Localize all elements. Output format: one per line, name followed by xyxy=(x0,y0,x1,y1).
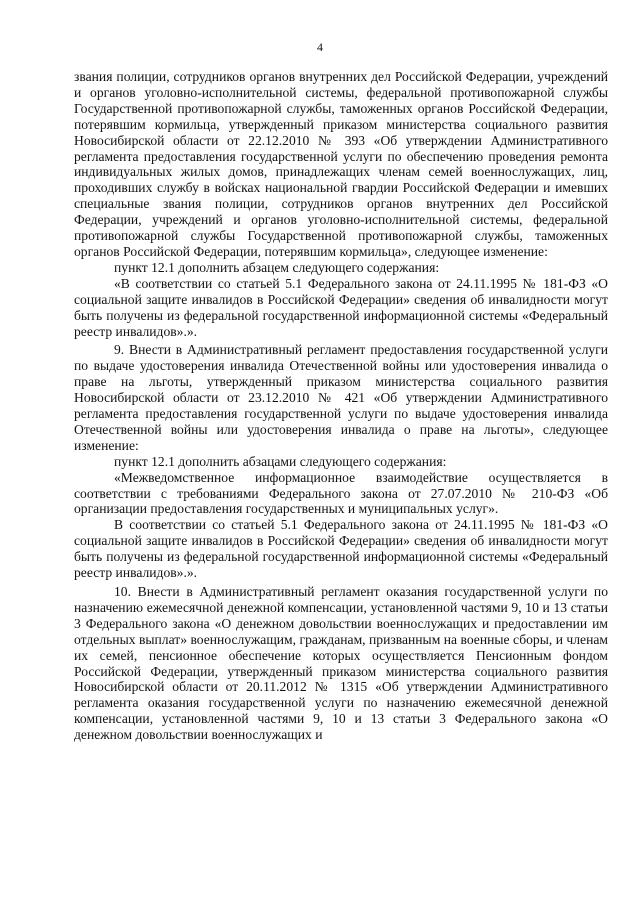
paragraph-quote-interaction: «Межведомственное информационное взаимодействие осуществляется в соответствии с требованиями Федерального закона от 27.07.2010 № 210-ФЗ «Об организации предоставления государственных и муниципальных услуг». xyxy=(74,469,608,517)
paragraph-item-9: 9. Внести в Административный регламент предоставления государственной услуги по выдаче удостоверения инвалида Отечественной войны или удостоверения инвалида о праве на льготы, утвержденный приказом министерства социального развития Новосибирской области от 23.12.2010 № 421 «Об утверждении Административного регламента предоставления государственной услуги по выдаче удостоверения инвалида Отечественной войны или удостоверения инвалида о праве на льготы», следующее изменение: xyxy=(74,342,608,453)
paragraph-item-10: 10. Внести в Административный регламент оказания государственной услуги по назначению ежемесячной денежной компенсации, установленной частями 9, 10 и 13 статьи 3 Федерального закона «О денежном довольствии военнослужащих и предоставлении им отдельных выплат» военнослужащим, гражданам, призванным на военные сборы, и членам их семей, пенсионное обеспечение которых осуществляется Пенсионным фондом Российской Федерации, утвержденный приказом министерства социального развития Новосибирской области от 20.11.2012 № 1315 «Об утверждении Административного регламента оказания государственной услуги по назначению ежемесячной денежной компенсации, установленной частями 9, 10 и 13 статьи 3 Федерального закона «О денежном довольствии военнослужащих и xyxy=(74,584,608,743)
paragraph-item-12-1: пункт 12.1 дополнить абзацем следующего содержания: xyxy=(114,259,440,275)
paragraph-quote-5-1: «В соответствии со статьей 5.1 Федерального закона от 24.11.1995 № 181-ФЗ «О социальной защите инвалидов в Российской Федерации» сведения об инвалидности могут быть получены из федеральной государственной информационной системы «Федеральный реестр инвалидов».». xyxy=(74,275,608,339)
paragraph-item-12-1-second: пункт 12.1 дополнить абзацами следующего содержания: xyxy=(114,453,447,469)
paragraph-quote-5-1-second: В соответствии со статьей 5.1 Федерального закона от 24.11.1995 № 181-ФЗ «О социальной защите инвалидов в Российской Федерации» сведения об инвалидности могут быть получены из федеральной государственной информационной системы «Федеральный реестр инвалидов».». xyxy=(74,517,608,581)
page-number: 4 xyxy=(317,40,323,54)
document-body xyxy=(74,69,608,743)
paragraph-continuation: звания полиции, сотрудников органов внутренних дел Российской Федерации, учреждений и органов уголовно-исполнительной системы, федеральной противопожарной службы Государственной противопожарной службы, таможенных органов Российской Федерации, потерявшим кормильца, утвержденный приказом министерства социального развития Новосибирской области от 22.12.2010 № 393 «Об утверждении Административного регламента предоставления государственной услуги по обеспечению проведения ремонта индивидуальных жилых домов, принадлежащих членам семей военнослужащих, лиц, проходивших службу в войсках национальной гвардии Российской Федерации и имевших специальные звания полиции, сотрудников органов внутренних дел Российской Федерации, учреждений и органов уголовно-исполнительной системы, федеральной противопожарной службы Государственной противопожарной службы, таможенных органов Российской Федерации, потерявшим кормильца», следующее изменение: xyxy=(74,69,608,259)
